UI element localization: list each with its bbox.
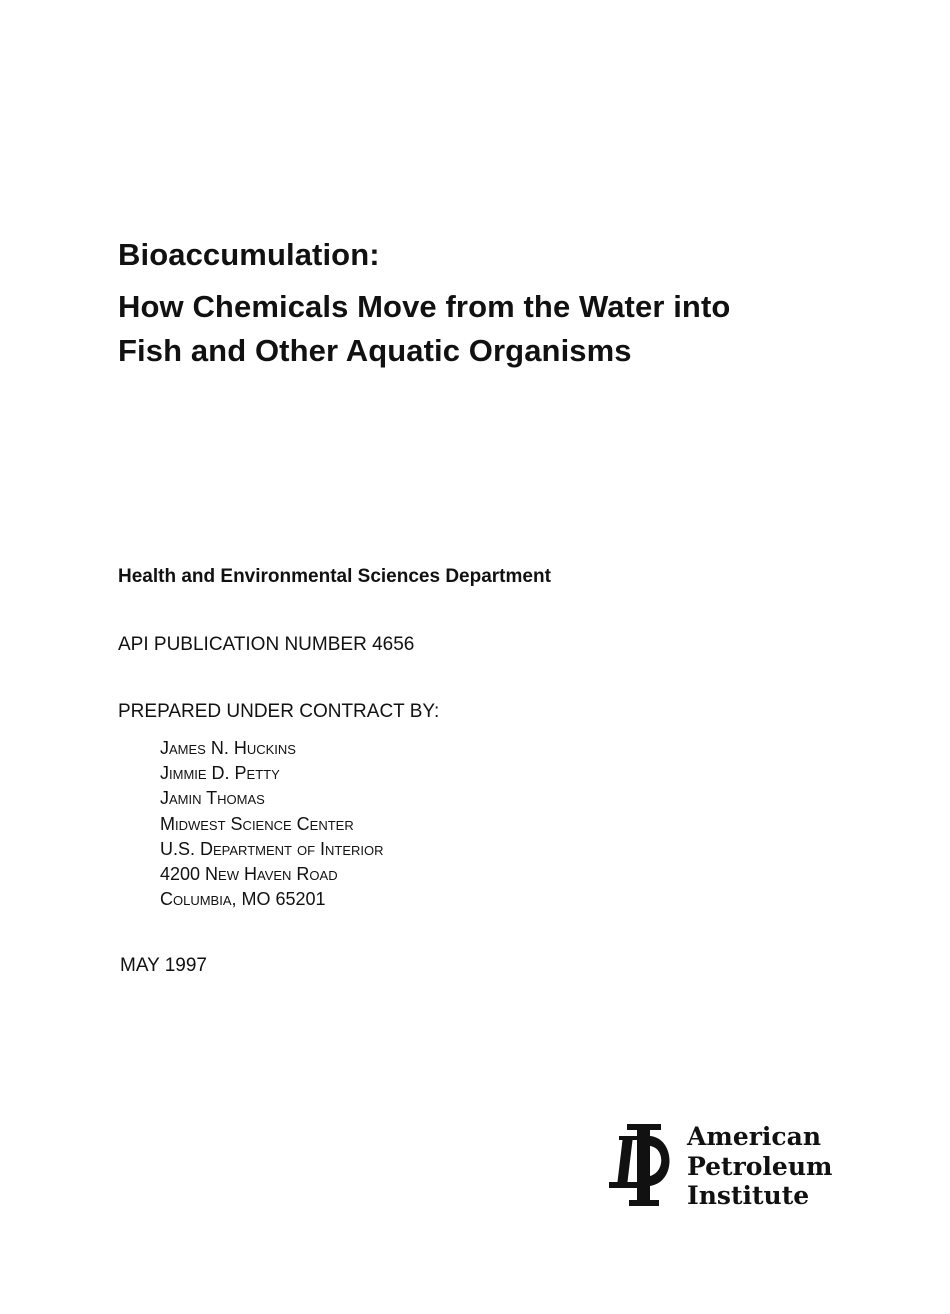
prepared-by-label: PREPARED UNDER CONTRACT BY: — [118, 701, 440, 722]
contractor-line: Columbia, MO 65201 — [160, 889, 326, 910]
contractor-line: Jimmie D. Petty — [160, 763, 280, 784]
logo-word: Petroleum — [687, 1151, 833, 1181]
title-line-3: Fish and Other Aquatic Organisms — [118, 333, 632, 368]
title-line-1: Bioaccumulation: — [118, 237, 380, 272]
title-line-2: How Chemicals Move from the Water into — [118, 289, 731, 324]
logo-word: American — [687, 1122, 822, 1151]
department-name: Health and Environmental Sciences Department — [118, 566, 551, 587]
contractor-line: James N. Huckins — [160, 738, 296, 758]
contractor-line: Jamin Thomas — [160, 788, 265, 809]
api-logo-wordmark — [687, 1122, 832, 1211]
api-logo-icon — [605, 1124, 677, 1206]
contractor-line: 4200 New Haven Road — [160, 864, 338, 885]
contractor-line: U.S. Department of Interior — [160, 838, 384, 859]
api-logo — [605, 1122, 833, 1214]
publication-number: API PUBLICATION NUMBER 4656 — [118, 634, 415, 655]
publication-date: MAY 1997 — [120, 955, 207, 976]
contractor-list — [160, 736, 384, 912]
contractor-line: Midwest Science Center — [160, 813, 354, 834]
logo-word: Institute — [687, 1181, 810, 1210]
